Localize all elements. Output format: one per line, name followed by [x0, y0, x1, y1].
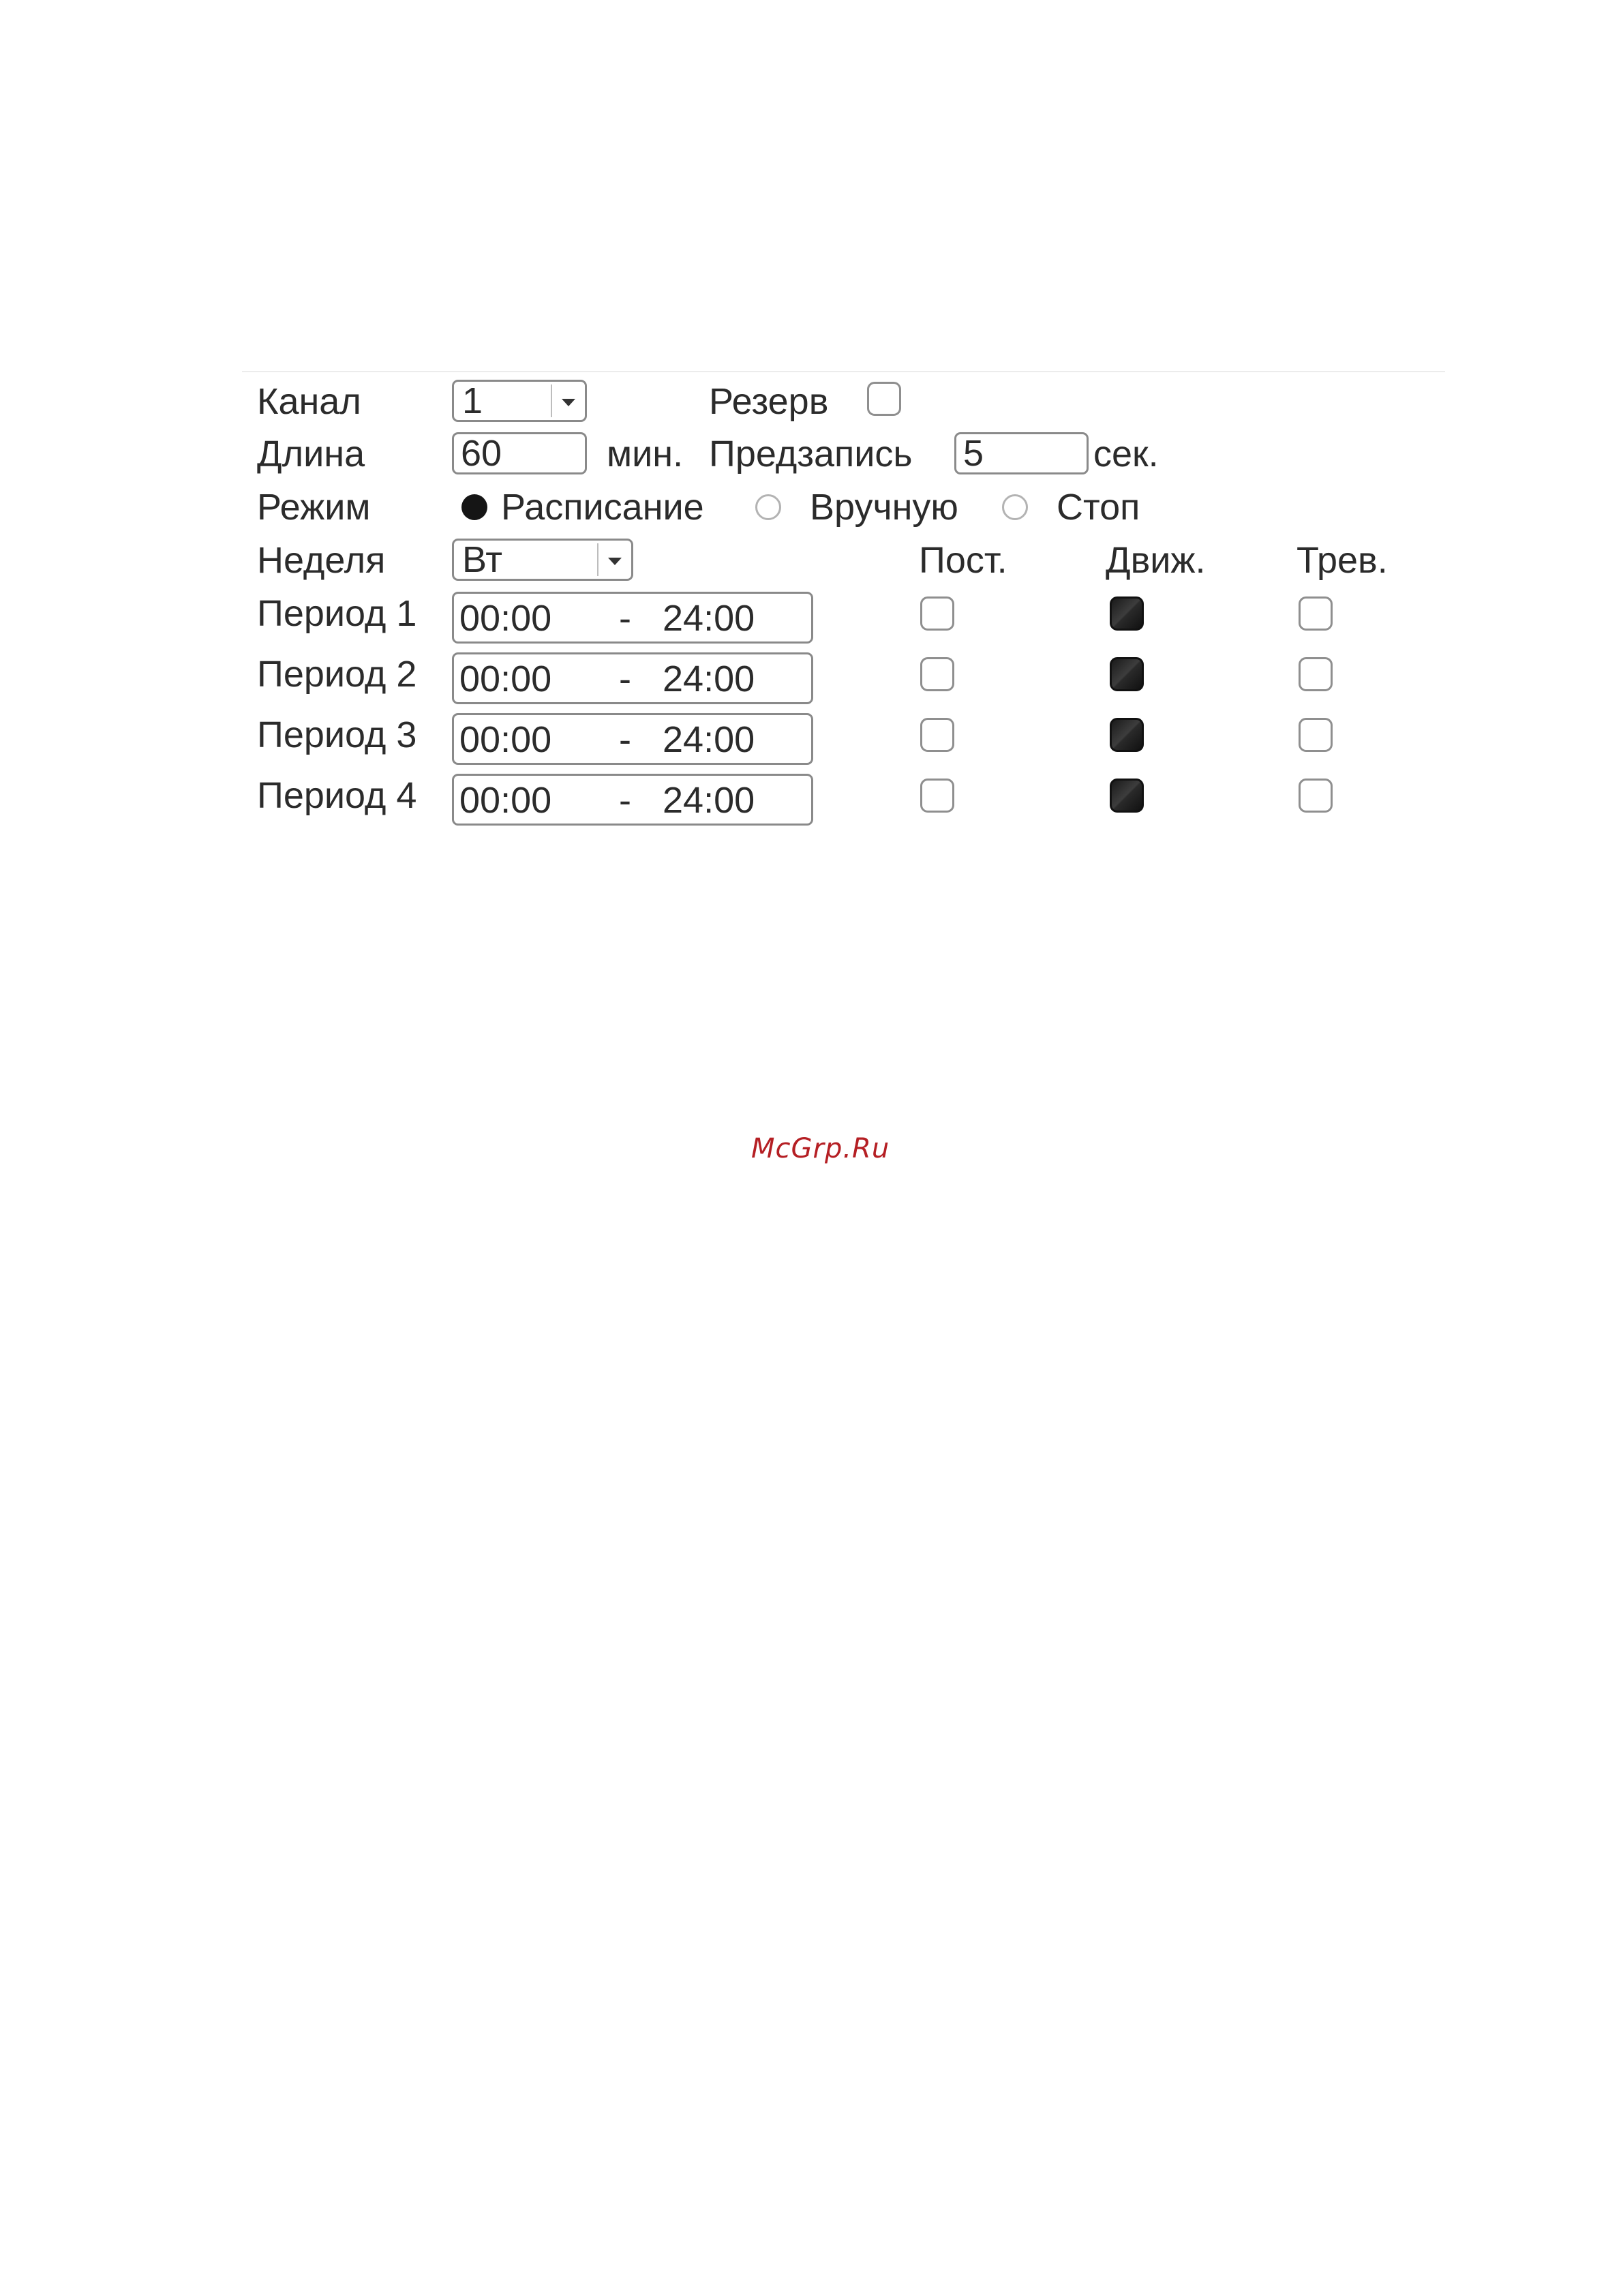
period-3-dash: - [619, 719, 631, 760]
period-2-alarm-checkbox[interactable] [1299, 657, 1333, 691]
period-2-constant-checkbox[interactable] [920, 657, 954, 691]
period-1-start-time[interactable]: 00:00 [459, 598, 552, 639]
period-4-constant-checkbox[interactable] [920, 779, 954, 813]
period-3-alarm-checkbox[interactable] [1299, 718, 1333, 752]
period-4-label: Период 4 [257, 775, 417, 816]
period-4-start-time[interactable]: 00:00 [459, 780, 552, 821]
column-header-motion: Движ. [1106, 540, 1206, 581]
period-1-time-range[interactable] [452, 592, 813, 644]
mode-option-manual[interactable]: Вручную [810, 487, 958, 528]
reserve-checkbox[interactable] [867, 382, 901, 416]
length-unit: мин. [607, 434, 684, 474]
period-3-end-time[interactable]: 24:00 [663, 719, 755, 760]
week-label: Неделя [257, 540, 386, 581]
period-2-start-time[interactable]: 00:00 [459, 659, 552, 699]
period-1-dash: - [619, 598, 631, 639]
mode-option-schedule[interactable]: Расписание [501, 487, 704, 528]
period-1-end-time[interactable]: 24:00 [663, 598, 755, 639]
mode-option-stop[interactable]: Стоп [1057, 487, 1140, 528]
prerecord-unit: сек. [1093, 434, 1159, 474]
period-2-label: Период 2 [257, 654, 417, 695]
week-select-divider [597, 543, 598, 576]
period-1-motion-checkbox[interactable] [1110, 596, 1144, 631]
period-2-time-range[interactable] [452, 652, 813, 704]
period-2-dash: - [619, 659, 631, 699]
length-label: Длина [257, 434, 365, 474]
channel-label: Канал [257, 381, 361, 422]
period-1-constant-checkbox[interactable] [920, 596, 954, 631]
period-4-alarm-checkbox[interactable] [1299, 779, 1333, 813]
period-4-dash: - [619, 780, 631, 821]
chevron-down-icon [608, 558, 622, 565]
mode-radio-manual[interactable] [755, 494, 781, 520]
channel-select-divider [551, 384, 552, 417]
prerecord-input[interactable] [954, 432, 1089, 474]
prerecord-label: Предзапись [709, 434, 913, 474]
column-header-constant: Пост. [919, 540, 1007, 581]
week-select[interactable] [452, 539, 633, 581]
period-3-start-time[interactable]: 00:00 [459, 719, 552, 760]
period-1-label: Период 1 [257, 593, 417, 634]
top-divider [242, 371, 1445, 372]
period-3-constant-checkbox[interactable] [920, 718, 954, 752]
length-input[interactable] [452, 432, 587, 474]
period-3-time-range[interactable] [452, 713, 813, 765]
period-4-time-range[interactable] [452, 774, 813, 826]
period-3-motion-checkbox[interactable] [1110, 718, 1144, 752]
watermark: McGrp.Ru [751, 1133, 890, 1164]
channel-select[interactable] [452, 380, 587, 422]
chevron-down-icon [562, 399, 575, 406]
channel-select-value: 1 [462, 380, 483, 421]
period-4-end-time[interactable]: 24:00 [663, 780, 755, 821]
mode-radio-schedule[interactable] [461, 494, 487, 520]
period-2-end-time[interactable]: 24:00 [663, 659, 755, 699]
week-select-value: Вт [462, 539, 502, 580]
reserve-label: Резерв [709, 381, 829, 422]
column-header-alarm: Трев. [1296, 540, 1388, 581]
period-1-alarm-checkbox[interactable] [1299, 596, 1333, 631]
mode-label: Режим [257, 487, 371, 528]
period-2-motion-checkbox[interactable] [1110, 657, 1144, 691]
period-3-label: Период 3 [257, 714, 417, 755]
period-4-motion-checkbox[interactable] [1110, 779, 1144, 813]
mode-radio-stop[interactable] [1002, 494, 1028, 520]
